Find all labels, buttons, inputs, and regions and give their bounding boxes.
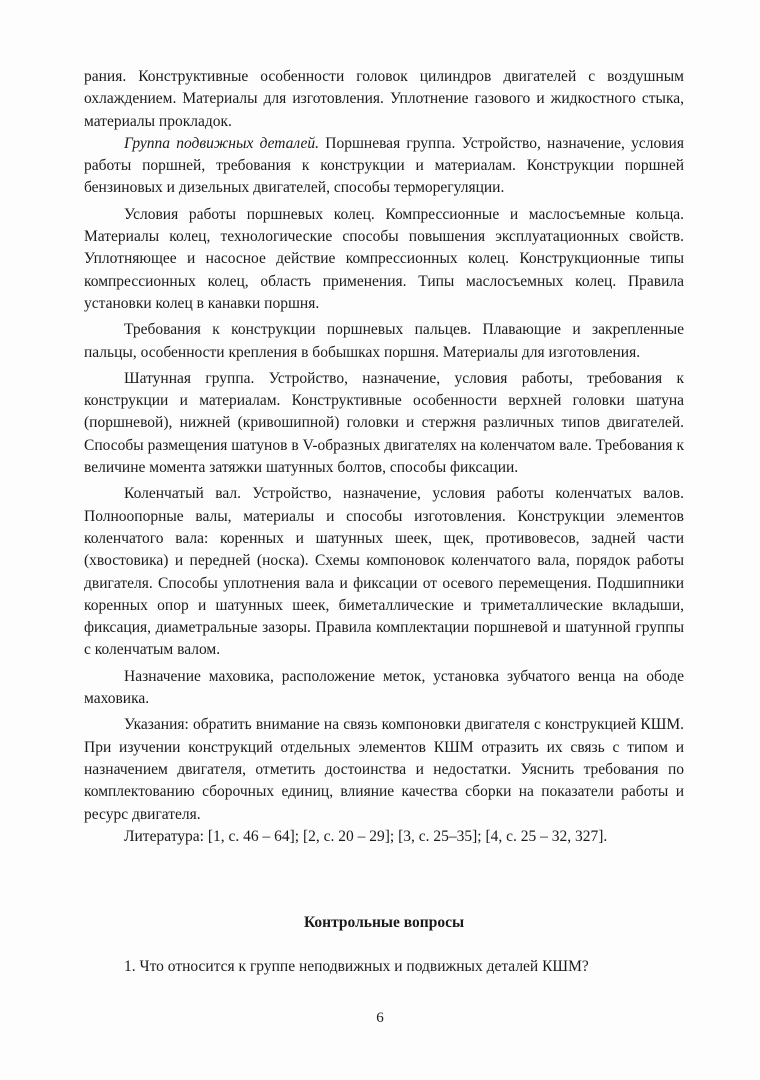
paragraph-3 [84,204,684,315]
question-item: 1. Что относится к группе неподвижных и подвижных деталей КШМ? [124,958,589,975]
paragraph-8 [84,714,684,825]
paragraph-text: Назначение маховика, расположение меток, установка зубчатого венца на ободе маховика. [84,667,684,708]
paragraph-9 [84,826,684,848]
body-text [84,66,684,848]
paragraph-1 [84,66,684,133]
paragraph-text: Условия работы поршневых колец. Компрессионные и маслосъемные кольца. Материалы колец, технологические способы повышения эксплуатационных свойств. Уплотняющее и насосное действие компрессионных колец. Конструкционные типы компрессионных колец, область применения. Типы маслосъемных колец. Правила установки колец в канавки поршня. [84,205,684,312]
paragraph-text: Указания: обратить внимание на связь компоновки двигателя с конструкцией КШМ. При изучении конструкций отдельных элементов КШМ отразить их связь с типом и назначением двигателя, отметить достоинства и недостатки. Уяснить требования по комплектованию сборочных единиц, влияние качества сборки на показатели работы и ресурс двигателя. [84,716,684,823]
page-number: 6 [376,1010,384,1026]
paragraph-6 [84,483,684,661]
paragraph-text: Литература: [1, с. 46 – 64]; [2, с. 20 – 29]; [3, с. 25–35]; [4, с. 25 – 32, 327]. [124,827,608,845]
paragraph-text: Шатунная группа. Устройство, назначение, условия работы, требования к конструкции и материалам. Конструктивные особенности верхней головки шатуна (поршневой), нижней (кривошипной) головки и стержня различных типов двигателей. Способы размещения шатунов в V-образных двигателях на коленчатом вале. Требования к величине момента затяжки шатунных болтов, способы фиксации. [84,369,684,477]
paragraph-text: Коленчатый вал. Устройство, назначение, условия работы коленчатых валов. Полноопорные валы, материалы и способы изготовления. Конструкции элементов коленчатого вала: коренных и шатунных шеек, щек, противовесов, задней части (хвостовика) и передней (носка). Схемы компоновок коленчатого вала, порядок работы двигателя. Способы уплотнения вала и фиксации от осевого перемещения. Подшипники коренных опор и шатунных шеек, биметаллические и триметаллические вкладыши, фиксация, диаметральные зазоры. Правила комплектации поршневой и шатунной группы с коленчатым валом. [84,485,684,659]
paragraph-2 [84,133,684,200]
paragraph-4 [84,319,684,364]
section-heading: Контрольные вопросы [303,914,465,931]
paragraph-7 [84,666,684,711]
paragraph-5 [84,368,684,479]
paragraph-text: Требования к конструкции поршневых пальцев. Плавающие и закрепленные пальцы, особенности крепления в бобышках поршня. Материалы для изготовления. [84,321,684,361]
section-title: Группа подвижных деталей. [124,134,320,152]
paragraph-text: Поршневая группа. Устройство, назначение, условия работы поршней, требования к конструкции и материалам. Конструкции поршней бензиновых и дизельных двигателей, способы терморегуляции. [84,134,684,197]
paragraph-text: рания. Конструктивные особенности головок цилиндров двигателей с воздушным охлаждением. Материалы для изготовления. Уплотнение газового и жидкостного стыка, материалы прокладок. [84,68,684,130]
